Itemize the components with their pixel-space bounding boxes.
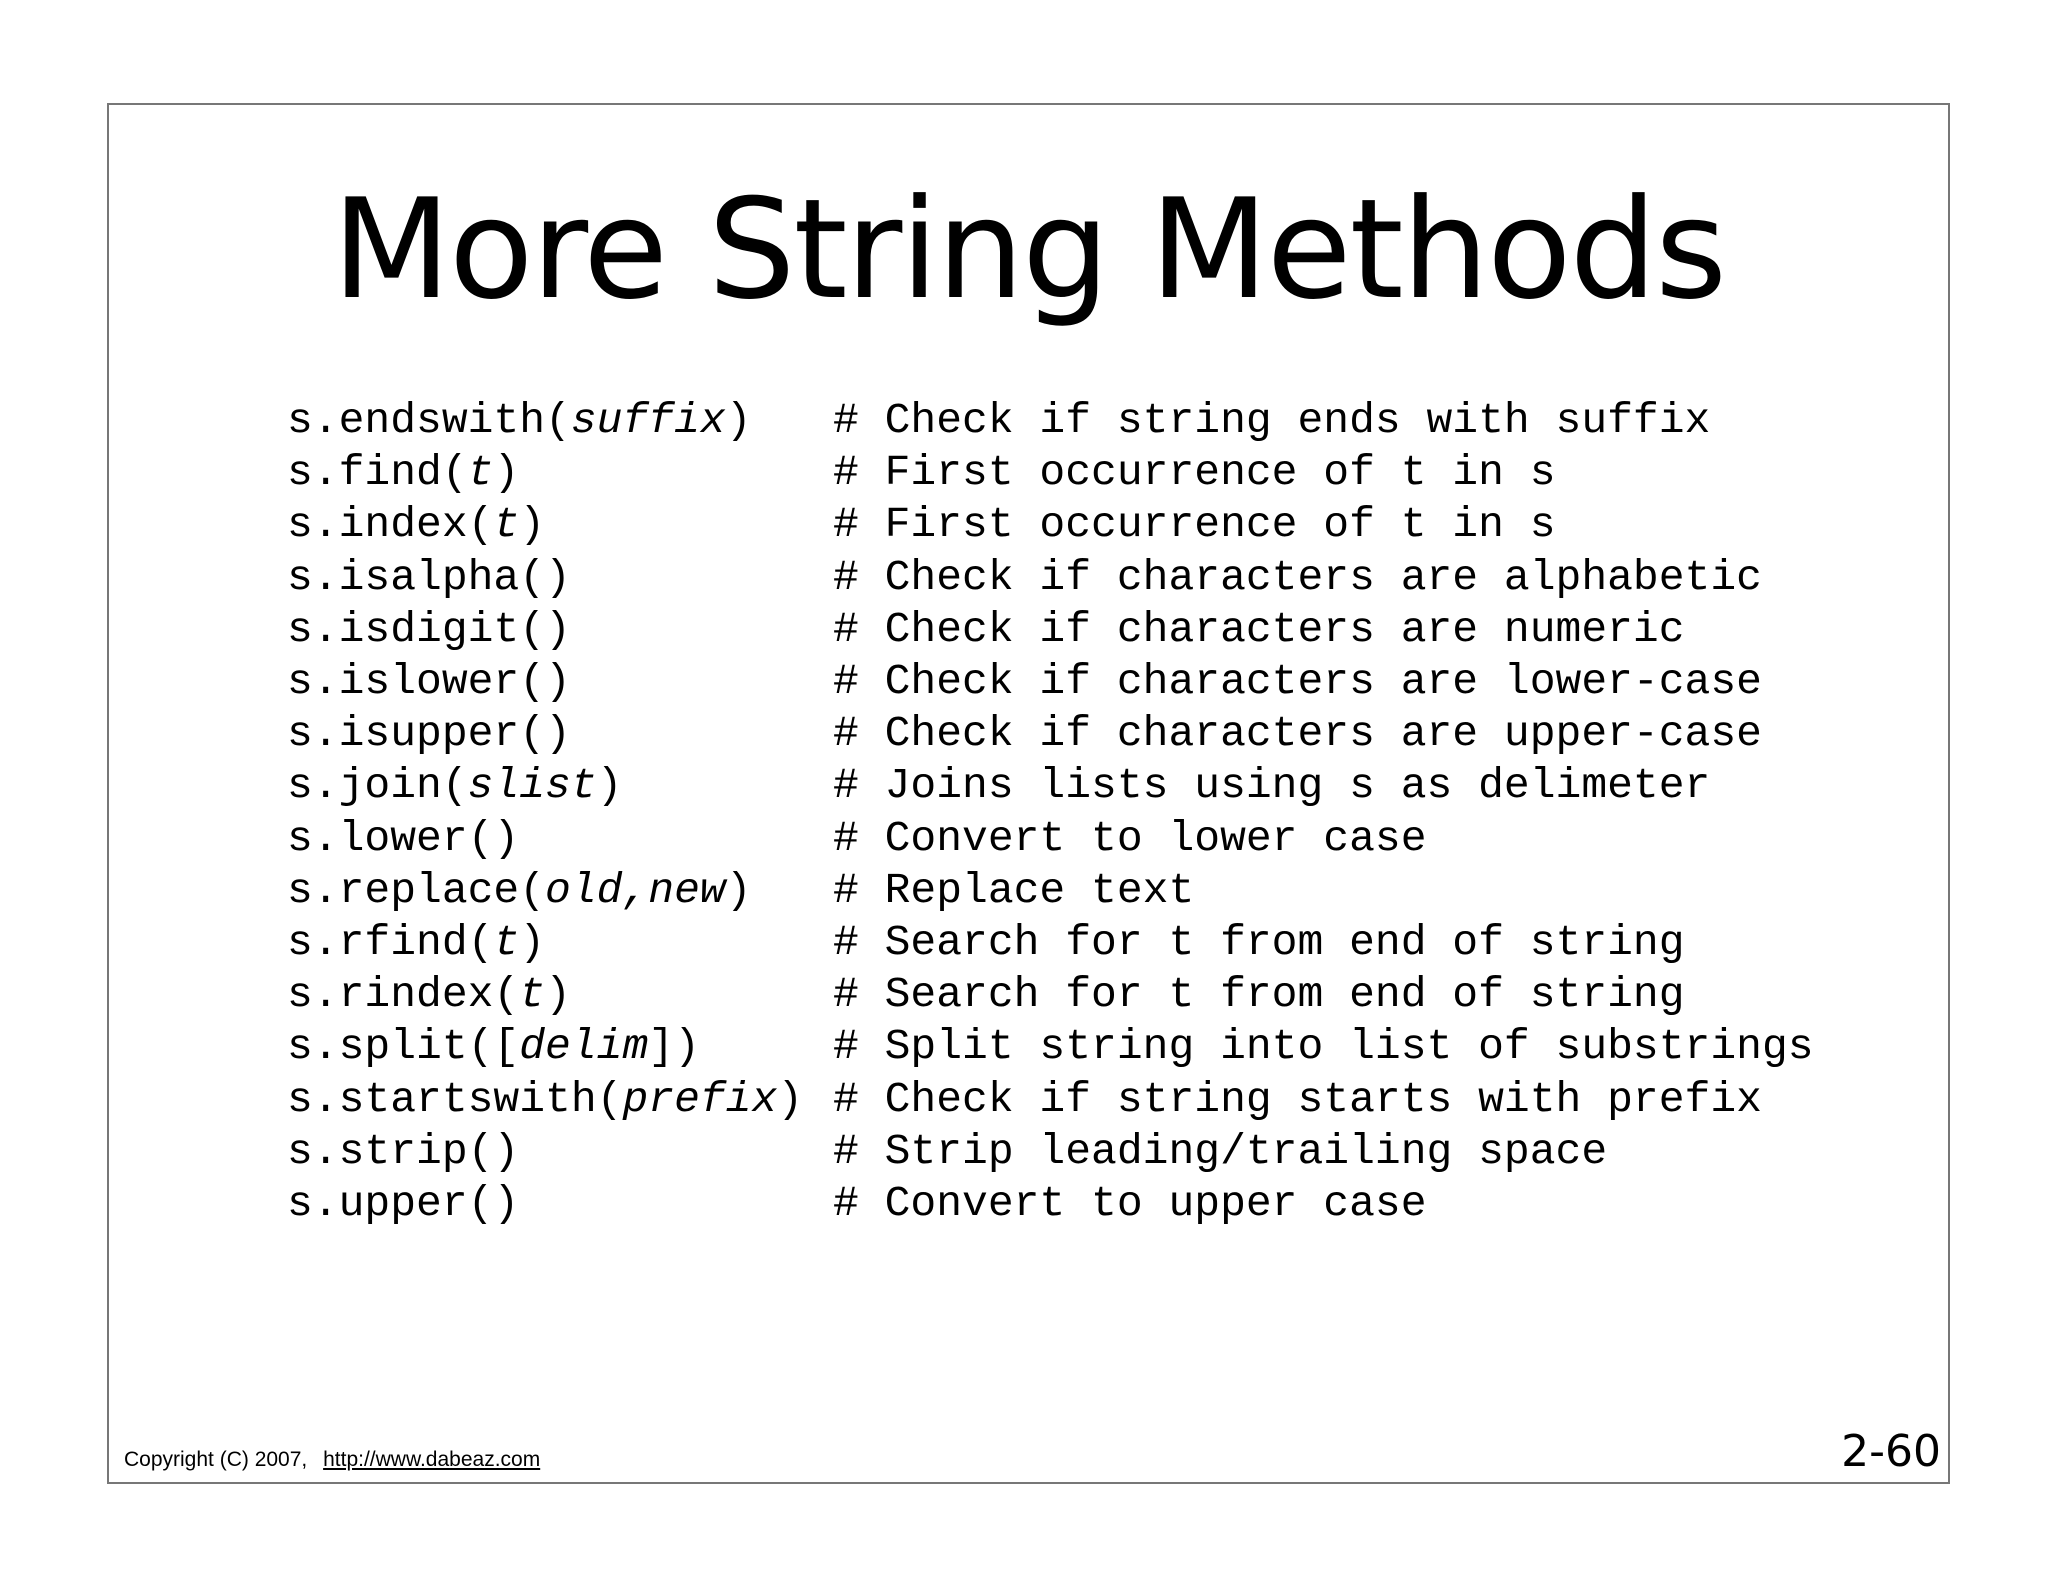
method-row (287, 813, 1814, 865)
method-closing: ) (725, 865, 752, 915)
method-row (287, 1126, 1814, 1178)
footer (124, 1448, 540, 1472)
method-row (287, 447, 1814, 499)
string-methods-table (287, 395, 1814, 1230)
method-signature (287, 1178, 833, 1230)
method-name: s.split([ (287, 1022, 520, 1072)
method-closing: ) (777, 1074, 804, 1124)
method-name: s.rfind( (287, 918, 494, 968)
method-signature (287, 447, 833, 499)
method-row (287, 604, 1814, 656)
method-closing: ) (493, 448, 520, 498)
method-name: s.join( (287, 761, 468, 811)
method-argument: t (493, 918, 520, 968)
method-signature (287, 604, 833, 656)
method-row (287, 1021, 1814, 1073)
method-name: s.index( (287, 500, 494, 550)
method-closing: ) (725, 396, 752, 445)
method-comment: # Check if string starts with prefix (833, 1074, 1762, 1124)
method-signature (287, 1021, 833, 1073)
method-comment: # First occurrence of t in s (833, 448, 1556, 498)
method-name: s.upper() (287, 1179, 520, 1229)
method-comment: # Check if characters are alphabetic (833, 552, 1762, 602)
method-row (287, 708, 1814, 760)
method-row (287, 656, 1814, 708)
method-row (287, 865, 1814, 917)
method-name: s.lower() (287, 813, 520, 863)
method-row (287, 395, 1814, 447)
method-closing: ) (545, 970, 571, 1020)
method-row (287, 969, 1814, 1021)
method-signature (287, 656, 833, 708)
method-argument: suffix (570, 396, 726, 445)
method-comment: # Search for t from end of string (833, 918, 1685, 968)
method-signature (287, 917, 833, 969)
method-comment: # Check if characters are numeric (833, 604, 1685, 654)
string-methods-rows (287, 395, 1814, 1230)
method-argument: old,new (545, 865, 726, 915)
method-row (287, 499, 1814, 551)
method-argument: t (493, 500, 520, 550)
method-argument: slist (467, 761, 597, 811)
method-signature (287, 760, 833, 812)
method-row (287, 1178, 1814, 1230)
method-name: s.startswith( (287, 1074, 623, 1124)
method-comment: # Split string into list of substrings (833, 1022, 1814, 1072)
method-name: s.isalpha() (287, 552, 571, 602)
method-signature (287, 813, 833, 865)
website-link[interactable]: http://www.dabeaz.com (323, 1448, 541, 1471)
method-closing: ) (596, 761, 623, 811)
method-comment: # First occurrence of t in s (833, 500, 1556, 550)
method-name: s.replace( (287, 865, 546, 915)
method-signature (287, 1126, 833, 1178)
method-row (287, 760, 1814, 812)
method-name: s.rindex( (287, 970, 520, 1020)
method-row (287, 1074, 1814, 1126)
method-name: s.find( (287, 448, 468, 498)
method-argument: t (467, 448, 494, 498)
method-comment: # Check if characters are upper-case (833, 709, 1762, 759)
slide (107, 103, 1950, 1484)
method-name: s.strip() (287, 1126, 520, 1176)
method-signature (287, 395, 833, 447)
method-closing: ]) (648, 1022, 700, 1072)
method-signature (287, 552, 833, 604)
method-row (287, 917, 1814, 969)
method-comment: # Strip leading/trailing space (833, 1126, 1608, 1176)
method-signature (287, 1074, 833, 1126)
method-signature (287, 499, 833, 551)
method-comment: # Convert to upper case (833, 1179, 1427, 1229)
method-row (287, 552, 1814, 604)
method-name: s.islower() (287, 657, 571, 707)
method-comment: # Replace text (833, 865, 1195, 915)
method-comment: # Check if characters are lower-case (833, 657, 1762, 707)
method-comment: # Search for t from end of string (833, 970, 1685, 1020)
method-comment: # Joins lists using s as delimeter (833, 761, 1711, 811)
copyright-text: Copyright (C) 2007, (124, 1448, 308, 1471)
slide-title: More String Methods (331, 169, 1726, 330)
method-argument: prefix (622, 1074, 778, 1124)
method-comment: # Check if string ends with suffix (833, 396, 1711, 445)
method-signature (287, 708, 833, 760)
method-argument: t (519, 970, 546, 1020)
method-name: s.isupper() (287, 709, 571, 759)
page-number: 2-60 (1841, 1426, 1941, 1477)
method-name: s.endswith( (287, 396, 571, 445)
method-name: s.isdigit() (287, 604, 571, 654)
method-argument: delim (519, 1022, 649, 1072)
method-closing: ) (519, 918, 546, 968)
method-signature (287, 865, 833, 917)
method-signature (287, 969, 833, 1021)
method-closing: ) (519, 500, 546, 550)
method-comment: # Convert to lower case (833, 813, 1427, 863)
